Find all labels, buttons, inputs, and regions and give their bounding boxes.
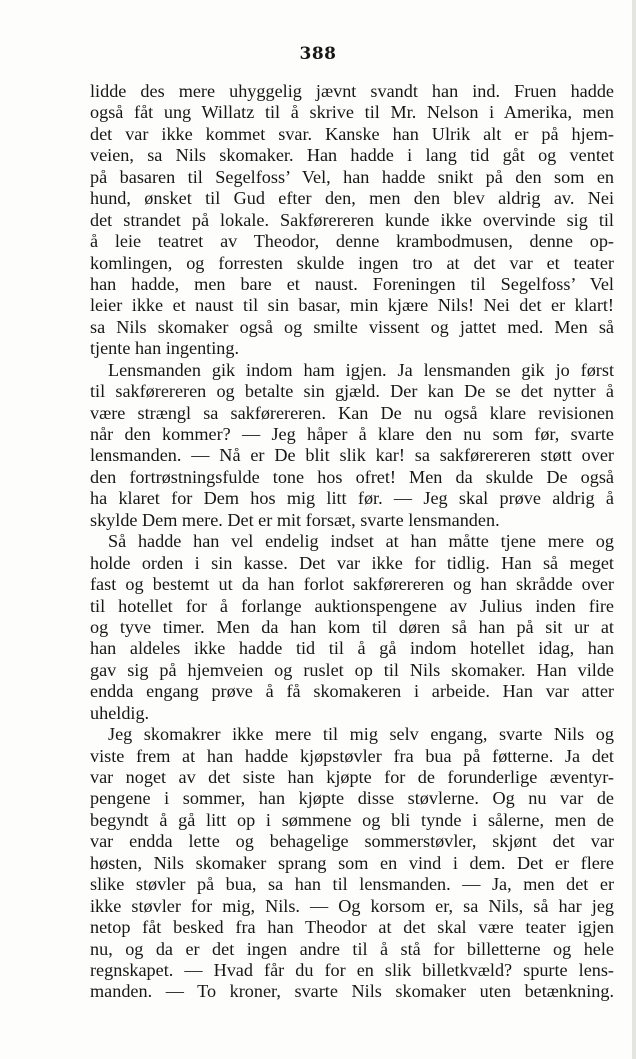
text-line: var endda lette og behagelige sommerstøvler, skjønt det var bbox=[90, 831, 614, 852]
text-line: høsten, Nils skomaker sprang som en vind i dem. Det er flere bbox=[90, 852, 614, 873]
text-line: til hotellet for å forlange auktionspengene av Julius inden fire bbox=[90, 595, 614, 616]
text-line: på basaren til Segelfoss’ Vel, han hadde snikt på den som en bbox=[90, 166, 614, 187]
text-line: regnskapet. — Hvad får du for en slik billetkvæld? spurte lens- bbox=[90, 959, 614, 980]
text-line: tjente han ingenting. bbox=[90, 338, 239, 359]
text-line: veien, sa Nils skomaker. Han hadde i lang tid gåt og ventet bbox=[90, 145, 614, 166]
text-line: slike støvler på bua, sa han til lensmanden. — Ja, men det er bbox=[90, 874, 614, 895]
text-line: Så hadde han vel endelig indset at han måtte tjene mere og bbox=[108, 531, 614, 552]
page-number: 388 bbox=[299, 44, 337, 64]
text-line: det var ikke kommet svar. Kanske han Ulrik alt er på hjem- bbox=[90, 123, 614, 144]
text-line: å leie teatret av Theodor, denne krambodmusen, denne op- bbox=[90, 231, 614, 252]
text-line: manden. — To kroner, svarte Nils skomaker uten betænkning. bbox=[90, 981, 614, 1002]
text-line: endda engang prøve å få skomakeren i arbeide. Han var atter bbox=[90, 681, 614, 702]
text-line: det strandet på lokale. Sakførereren kunde ikke overvinde sig til bbox=[90, 209, 614, 230]
text-line: og tyve timer. Men da han kom til døren så han på sit ur at bbox=[90, 616, 614, 637]
text-line: han aldeles ikke hadde tid til å gå indom hotellet idag, han bbox=[90, 638, 614, 659]
text-line: pengene i sommer, han kjøpte disse støvlerne. Og nu var de bbox=[90, 788, 614, 809]
text-line: Jeg skomakrer ikke mere til mig selv engang, svarte Nils og bbox=[108, 724, 614, 745]
text-line: han hadde, men bare et naust. Foreningen til Segelfoss’ Vel bbox=[90, 273, 614, 294]
text-line: komlingen, og forresten skulde ingen tro at det var et teater bbox=[90, 252, 614, 273]
text-line: holde orden i sin kasse. Det var ikke for tidlig. Han så meget bbox=[90, 552, 614, 573]
text-line: også fåt ung Willatz til å skrive til Mr. Nelson i Amerika, men bbox=[90, 102, 614, 123]
text-line: begyndt å gå litt op i sømmene og bli tynde i sålerne, men de bbox=[90, 809, 614, 830]
text-line: når den kommer? — Jeg håper å klare den nu som før, svarte bbox=[90, 424, 614, 444]
text-line: være strængl sa sakførereren. Kan De nu også klare revisionen bbox=[90, 402, 614, 423]
text-line: gav sig på hjemveien og ruslet op til Nils skomaker. Han vilde bbox=[90, 659, 614, 680]
text-line: den fortrøstningsfulde tone hos ofret! Men da skulde De også bbox=[90, 466, 614, 487]
text-line: nu, og da er det ingen andre til å stå for billetterne og hele bbox=[90, 938, 614, 959]
text-line: ikke støvler for mig, Nils. — Og korsom er, sa Nils, så har jeg bbox=[90, 895, 614, 916]
text-line: hund, ønsket til Gud efter den, men den blev aldrig av. Nei bbox=[90, 188, 614, 209]
text-line: sa Nils skomaker også og smilte vissent og jattet med. Men så bbox=[90, 316, 614, 337]
text-line: viste frem at han hadde kjøpstøvler fra bua på føtterne. Ja det bbox=[90, 745, 614, 766]
text-line: til sakførereren og betalte sin gjæld. Der kan De se det nytter å bbox=[90, 381, 614, 402]
body-text bbox=[90, 81, 614, 1003]
text-line: leier ikke et naust til sin basar, min kjære Nils! Nei det er klart! bbox=[90, 295, 614, 316]
text-line: fast og bestemt ut da han forlot sakførereren og han skrådde over bbox=[90, 574, 614, 595]
text-line: netop fåt besked fra han Theodor at det skal være teater igjen bbox=[90, 917, 614, 938]
text-line: skylde Dem mere. Det er mit forsæt, svarte lensmanden. bbox=[90, 509, 500, 530]
page-edge bbox=[632, 0, 636, 1059]
text-line: lidde des mere uhyggelig jævnt svandt han ind. Fruen hadde bbox=[90, 81, 614, 101]
text-line: var noget av det siste han kjøpte for de forunderlige æventyr- bbox=[90, 767, 614, 787]
text-line: ha klaret for Dem hos mig litt før. — Jeg skal prøve aldrig å bbox=[90, 488, 614, 509]
text-line: Lensmanden gik indom ham igjen. Ja lensmanden gik jo først bbox=[108, 359, 614, 380]
text-line: lensmanden. — Nå er De blit slik kar! sa sakførereren støtt over bbox=[90, 445, 614, 466]
text-line: uheldig. bbox=[90, 702, 150, 723]
